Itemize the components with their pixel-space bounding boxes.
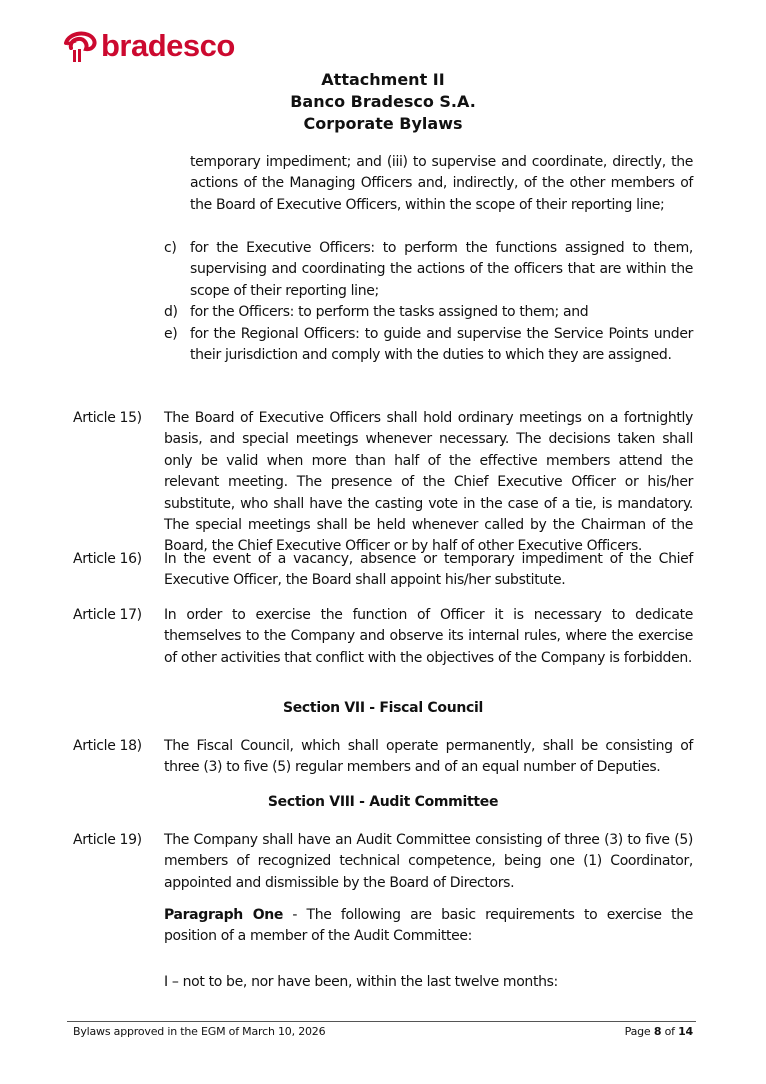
article-label: Article 16) <box>73 551 142 567</box>
list-letter: d) <box>164 304 178 321</box>
page-of: of <box>661 1025 679 1038</box>
footer-approval: Bylaws approved in the EGM of March 10, 2026 <box>73 1025 326 1038</box>
page-prefix: Page <box>624 1025 654 1038</box>
list-item <box>164 238 693 302</box>
article-label: Article 17) <box>73 607 142 623</box>
list-letter: c) <box>164 240 177 256</box>
list-item <box>164 324 693 367</box>
article-label: Article 19) <box>73 832 142 848</box>
paragraph-one <box>164 905 693 948</box>
list-text: for the Officers: to perform the tasks assigned to them; and <box>190 304 589 321</box>
list-letter: e) <box>164 325 178 342</box>
document-title <box>0 69 766 135</box>
page-number <box>625 1025 693 1038</box>
logo-text: bradesco <box>101 28 235 63</box>
total-pages: 14 <box>678 1025 693 1038</box>
section-heading: Section VIII - Audit Committee <box>267 794 499 810</box>
article-text: The Board of Executive Officers shall hold ordinary meetings on a fortnightly basis, and special meetings whenever necessary. The decisions taken shall only be valid when more than half of the effective members attend the relevant meeting. The presence of the Chief Executive Officer or his/her substitute, who shall have the casting vote in the case of a tie, is mandatory. The special meetings shall be held whenever called by the Chairman of the Board, the Chief Executive Officer or by half of other Executive Officers. <box>164 410 693 555</box>
section-heading: Section VII - Fiscal Council <box>282 700 484 716</box>
article-text: The Company shall have an Audit Committee consisting of three (3) to five (5) members of recognized technical competence, being one (1) Coordinator, appointed and dismissible by the Board of Directors. <box>164 832 693 891</box>
article-label: Article 18) <box>73 738 142 754</box>
title-line: Banco Bradesco S.A. <box>290 92 476 111</box>
paragraph-text: - The following are basic requirements to exercise the position of a member of the Audit Committee: <box>164 907 693 945</box>
item-i: I – not to be, nor have been, within the last twelve months: <box>164 974 558 990</box>
footer-divider <box>67 1021 696 1022</box>
list-item <box>164 302 693 323</box>
list-text: for the Executive Officers: to perform the functions assigned to them, supervising and coordinating the actions of the officers that are within the scope of their reporting line; <box>190 240 693 299</box>
article-text: The Fiscal Council, which shall operate permanently, shall be consisting of three (3) to five (5) regular members and of an equal number of Deputies. <box>164 738 693 776</box>
title-line: Attachment II <box>321 70 445 89</box>
bradesco-logo <box>63 28 235 64</box>
article-text: In the event of a vacancy, absence or temporary impediment of the Chief Executive Officer, the Board shall appoint his/her substitute. <box>164 551 693 589</box>
paragraph-lead: Paragraph One <box>164 907 284 923</box>
title-line: Corporate Bylaws <box>303 114 463 133</box>
article-text: In order to exercise the function of Officer it is necessary to dedicate themselves to the Company and observe its internal rules, where the exercise of other activities that conflict with the objectives of the Company is forbidden. <box>164 607 693 666</box>
article-label: Article 15) <box>73 410 142 426</box>
officer-duties-list <box>164 238 693 366</box>
list-text: for the Regional Officers: to guide and supervise the Service Points under their jurisdiction and comply with the duties to which they are assigned. <box>190 325 693 364</box>
continuation-text: temporary impediment; and (iii) to supervise and coordinate, directly, the actions of the Managing Officers and, indirectly, of the other members of the Board of Executive Officers, within the scope of their reporting line; <box>190 154 693 213</box>
bradesco-tree-icon <box>63 29 97 63</box>
current-page: 8 <box>653 1025 662 1038</box>
